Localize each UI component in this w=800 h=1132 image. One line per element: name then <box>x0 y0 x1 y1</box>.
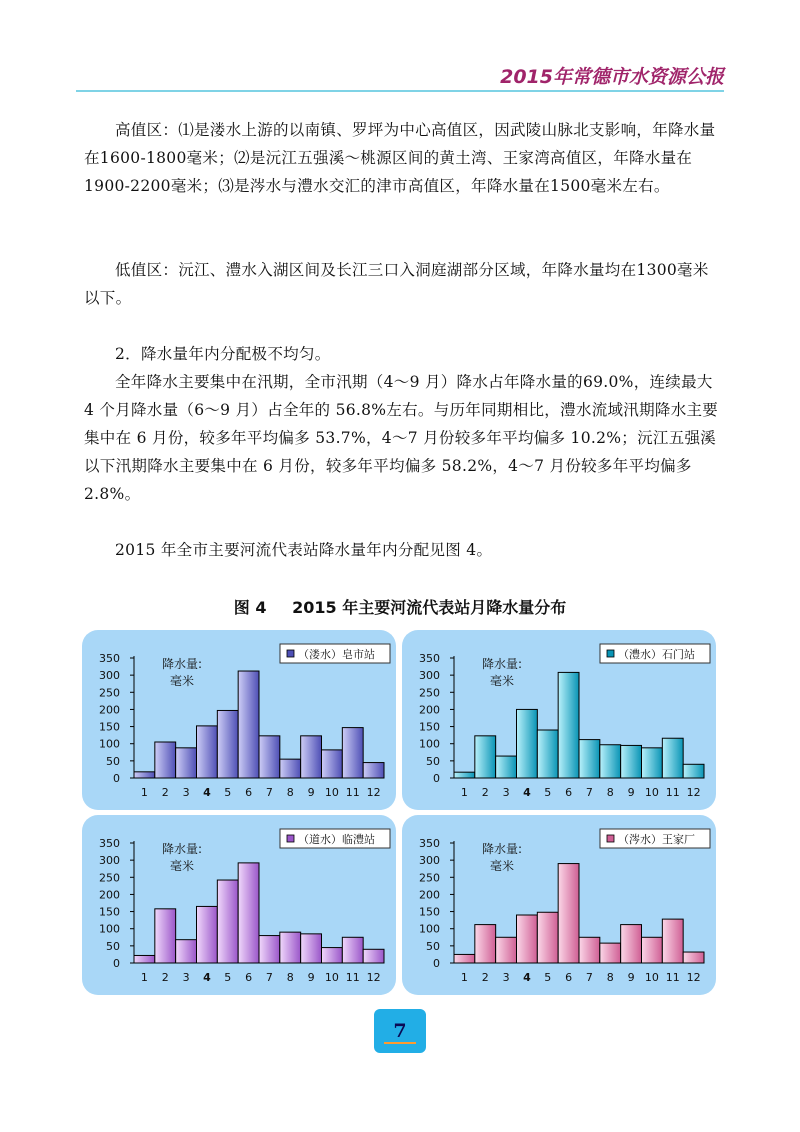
figure-number: 图 4 <box>233 598 267 617</box>
x-tick-label: 11 <box>665 971 680 984</box>
bar <box>517 709 538 778</box>
x-tick-label: 4 <box>523 971 531 984</box>
y-axis-unit-label: 毫米 <box>489 674 515 688</box>
x-tick-label: 6 <box>245 971 253 984</box>
x-tick-label: 10 <box>324 786 339 799</box>
bar <box>217 880 238 963</box>
bar <box>363 949 384 963</box>
x-tick-label: 1 <box>140 786 148 799</box>
bar-chart <box>82 630 396 810</box>
y-tick-label: 150 <box>419 720 440 734</box>
y-tick-label: 300 <box>419 854 440 868</box>
legend-label: （道水）临澧站 <box>298 833 375 846</box>
bar <box>537 730 558 778</box>
y-tick-label: 50 <box>426 754 440 768</box>
x-tick-label: 6 <box>245 786 253 799</box>
bar <box>280 759 301 778</box>
x-tick-label: 9 <box>307 971 315 984</box>
y-tick-label: 0 <box>113 772 120 785</box>
y-axis-label: 降水量: <box>481 842 523 856</box>
header-rule <box>76 90 724 92</box>
y-tick-label: 200 <box>99 703 120 717</box>
bar <box>475 925 496 963</box>
bar <box>558 864 579 963</box>
x-tick-label: 8 <box>286 971 294 984</box>
bar-chart <box>82 815 396 995</box>
y-tick-label: 350 <box>419 837 440 850</box>
bar <box>134 955 155 963</box>
x-tick-label: 1 <box>460 786 468 799</box>
x-tick-label: 8 <box>286 786 294 799</box>
bar <box>301 934 322 963</box>
bar <box>301 736 322 778</box>
y-tick-label: 200 <box>99 888 120 902</box>
y-axis-label: 降水量: <box>161 842 203 856</box>
x-tick-label: 1 <box>140 971 148 984</box>
x-tick-label: 12 <box>366 786 381 799</box>
x-tick-label: 5 <box>224 786 232 799</box>
y-tick-label: 150 <box>99 905 120 919</box>
bar <box>259 936 280 963</box>
legend <box>280 829 390 848</box>
y-axis-label: 降水量: <box>161 657 203 671</box>
y-tick-label: 50 <box>106 939 120 953</box>
bar <box>579 740 600 778</box>
y-tick-label: 0 <box>433 957 440 970</box>
y-tick-label: 250 <box>99 871 120 885</box>
y-axis-unit-label: 毫米 <box>489 859 515 873</box>
bar <box>558 672 579 778</box>
bar <box>197 906 218 963</box>
y-tick-label: 250 <box>99 686 120 700</box>
x-tick-label: 7 <box>265 971 273 984</box>
x-tick-label: 3 <box>502 786 510 799</box>
x-tick-label: 9 <box>627 786 635 799</box>
bar <box>363 763 384 778</box>
y-tick-label: 350 <box>99 837 120 850</box>
x-tick-label: 2 <box>481 971 489 984</box>
paragraph-heading-2: 2．降水量年内分配极不均匀。 <box>115 345 331 363</box>
y-tick-label: 0 <box>113 957 120 970</box>
bar <box>496 756 517 778</box>
bar <box>475 736 496 778</box>
legend-swatch <box>287 650 294 657</box>
bar <box>176 940 197 963</box>
x-tick-label: 5 <box>544 786 552 799</box>
bar <box>259 736 280 778</box>
bar <box>662 738 683 778</box>
x-tick-label: 4 <box>523 786 531 799</box>
y-tick-label: 250 <box>419 686 440 700</box>
y-tick-label: 100 <box>99 922 120 936</box>
legend-label: （溇水）皂市站 <box>298 648 375 661</box>
y-axis-unit-label: 毫米 <box>169 674 195 688</box>
bar <box>238 863 259 963</box>
legend <box>280 644 390 663</box>
legend-label: （澧水）石门站 <box>618 648 695 661</box>
bar <box>342 937 363 963</box>
chart-panel <box>82 815 396 995</box>
y-tick-label: 300 <box>419 669 440 683</box>
x-tick-label: 11 <box>345 786 360 799</box>
x-tick-label: 7 <box>585 786 593 799</box>
bar <box>197 726 218 778</box>
paragraph-figure-ref: 2015 年全市主要河流代表站降水量年内分配见图 4。 <box>115 541 493 559</box>
chart-panel <box>402 815 716 995</box>
y-tick-label: 350 <box>419 652 440 665</box>
bar <box>662 919 683 963</box>
x-tick-label: 4 <box>203 786 211 799</box>
bar <box>683 952 704 963</box>
legend-swatch <box>607 650 614 657</box>
x-tick-label: 8 <box>606 971 614 984</box>
y-tick-label: 350 <box>99 652 120 665</box>
y-tick-label: 100 <box>419 922 440 936</box>
bar <box>496 937 517 963</box>
bar <box>642 748 663 778</box>
x-tick-label: 11 <box>665 786 680 799</box>
x-tick-label: 9 <box>307 786 315 799</box>
x-tick-label: 12 <box>686 971 701 984</box>
bar <box>621 745 642 778</box>
bar <box>517 915 538 963</box>
y-tick-label: 300 <box>99 854 120 868</box>
bar <box>579 937 600 963</box>
y-tick-label: 150 <box>419 905 440 919</box>
x-tick-label: 5 <box>544 971 552 984</box>
bar <box>322 750 343 778</box>
bar <box>155 909 176 963</box>
y-tick-label: 100 <box>99 737 120 751</box>
x-tick-label: 10 <box>644 971 659 984</box>
x-tick-label: 6 <box>565 786 573 799</box>
x-tick-label: 7 <box>585 971 593 984</box>
y-axis-unit-label: 毫米 <box>169 859 195 873</box>
x-tick-label: 4 <box>203 971 211 984</box>
x-tick-label: 12 <box>686 786 701 799</box>
y-tick-label: 100 <box>419 737 440 751</box>
y-tick-label: 150 <box>99 720 120 734</box>
x-tick-label: 11 <box>345 971 360 984</box>
legend-swatch <box>607 835 614 842</box>
x-tick-label: 10 <box>324 971 339 984</box>
bar <box>280 932 301 963</box>
chart-panel <box>402 630 716 810</box>
legend <box>600 644 710 663</box>
bar <box>642 937 663 963</box>
x-tick-label: 5 <box>224 971 232 984</box>
x-tick-label: 8 <box>606 786 614 799</box>
bar <box>600 943 621 963</box>
bar <box>621 925 642 963</box>
page-number: 7 <box>374 1009 426 1053</box>
y-tick-label: 200 <box>419 703 440 717</box>
x-tick-label: 1 <box>460 971 468 984</box>
bar <box>217 710 238 778</box>
legend-swatch <box>287 835 294 842</box>
y-tick-label: 0 <box>433 772 440 785</box>
bar <box>454 772 475 778</box>
y-tick-label: 50 <box>106 754 120 768</box>
chart-panel <box>82 630 396 810</box>
x-tick-label: 9 <box>627 971 635 984</box>
bar <box>342 728 363 778</box>
bar <box>238 671 259 778</box>
legend <box>600 829 710 848</box>
x-tick-label: 10 <box>644 786 659 799</box>
figure-title: 2015 年主要河流代表站月降水量分布 <box>292 598 567 617</box>
x-tick-label: 6 <box>565 971 573 984</box>
bar <box>537 912 558 963</box>
bar <box>600 745 621 778</box>
x-tick-label: 12 <box>366 971 381 984</box>
legend-label: （涔水）王家厂 <box>618 833 695 846</box>
bar <box>176 748 197 778</box>
x-tick-label: 3 <box>182 971 190 984</box>
paragraph-distribution: 全年降水主要集中在汛期，全市汛期（4～9 月）降水占年降水量的69.0%，连续最大 4 个月降水量（6～9 月）占全年的 56.8%左右。与历年同期相比，澧水流域汛期降水主要集中在 6 月份，较多年平均偏多 53.7%，4～7 月份较多年平均偏多 10.2%；沅江五强溪以下汛期降水主要集中在 6 月份，较多年平均偏多 58.2%，4～7 月份较多年平均偏多 2.8%。 <box>84 373 719 503</box>
x-tick-label: 2 <box>161 786 169 799</box>
x-tick-label: 3 <box>182 786 190 799</box>
paragraph-low-value: 低值区：沅江、澧水入湖区间及长江三口入洞庭湖部分区域，年降水量均在1300毫米以下。 <box>84 261 709 307</box>
y-tick-label: 300 <box>99 669 120 683</box>
bar <box>134 772 155 778</box>
y-tick-label: 200 <box>419 888 440 902</box>
y-axis-label: 降水量: <box>481 657 523 671</box>
bar-chart <box>402 630 716 810</box>
page-header-title: 2015年常德市水资源公报 <box>500 66 724 88</box>
bar <box>155 742 176 778</box>
bar <box>454 954 475 963</box>
y-tick-label: 250 <box>419 871 440 885</box>
x-tick-label: 7 <box>265 786 273 799</box>
x-tick-label: 2 <box>161 971 169 984</box>
x-tick-label: 3 <box>502 971 510 984</box>
bar <box>322 948 343 963</box>
paragraph-high-value: 高值区：⑴是溇水上游的以南镇、罗坪为中心高值区，因武陵山脉北支影响，年降水量在1600-1800毫米；⑵是沅江五强溪～桃源区间的黄土湾、王家湾高值区，年降水量在1900-2200毫米；⑶是涔水与澧水交汇的津市高值区，年降水量在1500毫米左右。 <box>84 121 716 195</box>
y-tick-label: 50 <box>426 939 440 953</box>
figure-caption <box>0 595 800 618</box>
x-tick-label: 2 <box>481 786 489 799</box>
bar <box>683 764 704 778</box>
bar-chart <box>402 815 716 995</box>
